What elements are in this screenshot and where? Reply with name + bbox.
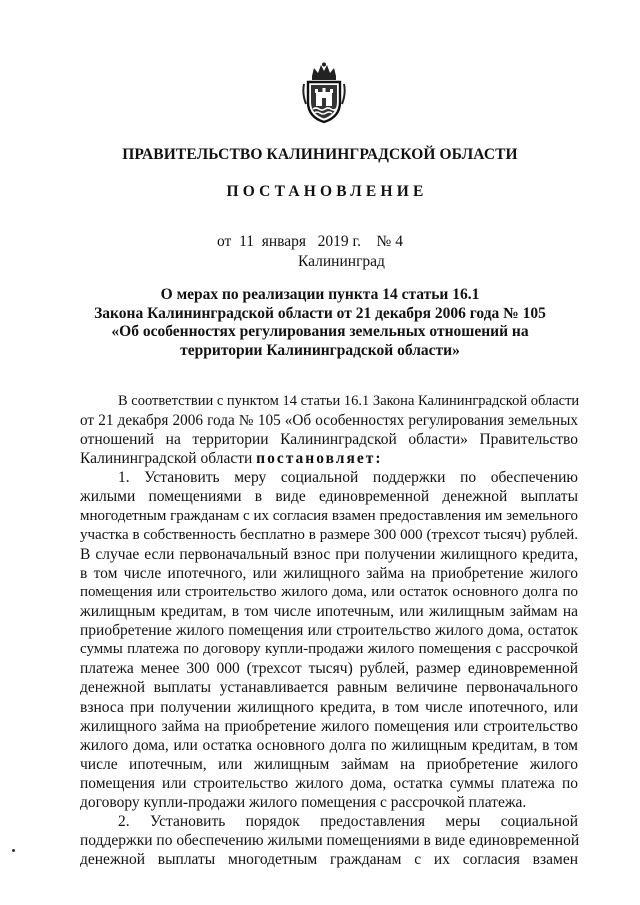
coat-of-arms-icon <box>302 62 346 124</box>
body-line: отношений на территории Калининградской области» Правительство <box>80 431 578 449</box>
subject-line: «Об особенностях регулирования земельных отношений на <box>111 323 529 341</box>
decree-date-number: от 11 января 2019 г. № 4 <box>217 233 403 250</box>
subject-line: О мерах по реализации пункта 14 статьи 16.1 <box>160 286 480 303</box>
item-1-line: в том числе ипотечного, или жилищного займа на приобретение жилого <box>80 564 578 582</box>
item-1-line: денежной выплаты устанавливается равным величине первоначального <box>80 679 578 697</box>
body-line: В соответствии с пунктом 14 статьи 16.1 Закона Калининградской области <box>118 393 580 409</box>
item-1-line: жилыми помещениями в виде единовременной денежной выплаты <box>80 488 578 506</box>
item-1-line: числе ипотечным, или жилищным займам на приобретение жилого <box>80 755 578 773</box>
subject-line: Закона Калининградской области от 21 декабря 2006 года № 105 <box>94 304 546 322</box>
item-1-line: многодетным гражданам с их согласия взамен предоставления им земельного <box>80 507 578 524</box>
item-2-line: денежной выплаты многодетным гражданам с их согласия взамен <box>80 851 578 869</box>
item-1-line: приобретение жилого помещения или строительство жилого дома, остаток <box>80 622 578 640</box>
item-1-line: суммы платежа по договору купли-продажи жилого помещения с рассрочкой <box>80 641 578 658</box>
item-2-line: поддержки по обеспечению жилыми помещениями в виде единовременной <box>80 832 580 850</box>
item-1-line: помещения или строительство жилого дома, остатка суммы платежа по <box>80 774 578 792</box>
item-2-line: 2. Установить порядок предоставления меры социальной <box>118 813 578 831</box>
decree-title: ПОСТАНОВЛЕНИЕ <box>226 183 428 200</box>
item-1-line: жилого дома, или остатка основного долга по жилищным кредитам, в том <box>80 736 578 754</box>
decree-body <box>80 392 578 869</box>
item-1-line: участка в собственность бесплатно в размере 300 000 (трехсот тысяч) рублей. <box>80 526 578 543</box>
item-1-line: взноса при получении жилищного кредита, в том числе ипотечного, или <box>80 698 578 716</box>
decree-city: Калининград <box>298 253 385 270</box>
item-1-line: помещения или строительство жилого дома, или остаток основного долга по <box>80 583 578 600</box>
item-1-line: жилищным кредитам, в том числе ипотечным, или жилищным займам на <box>80 603 578 621</box>
decree-subject <box>40 286 600 360</box>
government-name: ПРАВИТЕЛЬСТВО КАЛИНИНГРАДСКОЙ ОБЛАСТИ <box>122 146 518 163</box>
item-1-line: платежа менее 300 000 (трехсот тысяч) рублей, размер единовременной <box>80 660 578 678</box>
item-1-line: В случае если первоначальный взнос при получении жилищного кредита, <box>80 545 578 563</box>
body-line <box>80 449 578 468</box>
body-line: от 21 декабря 2006 года № 105 «Об особенностях регулирования земельных <box>80 412 578 430</box>
item-1-line: 1. Установить меру социальной поддержки по обеспечению <box>118 469 578 487</box>
margin-mark <box>12 849 15 852</box>
item-1-line: жилищного займа на приобретение жилого помещения или строительство <box>80 717 578 735</box>
subject-line: территории Калининградской области» <box>180 341 460 359</box>
item-1-line: договору купли-продажи жилого помещения с рассрочкой платежа. <box>80 793 527 811</box>
preamble-last-prefix: Калининградской области <box>80 450 253 468</box>
resolves-word: постановляет: <box>256 450 383 468</box>
